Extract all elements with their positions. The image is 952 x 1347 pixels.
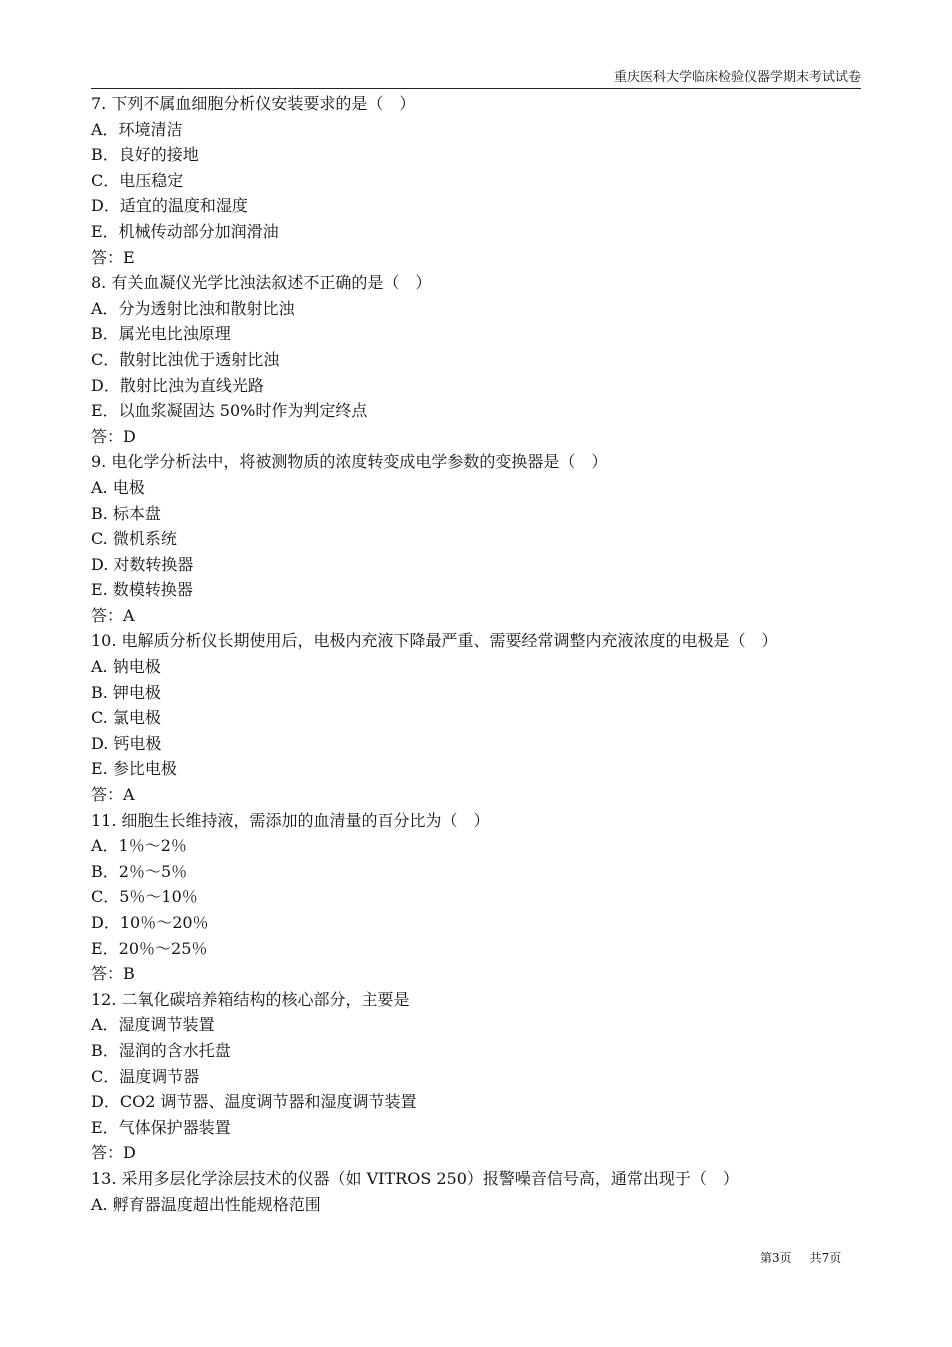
option: B．良好的接地: [91, 145, 199, 165]
option: C．散射比浊优于透射比浊: [91, 349, 280, 369]
option: C. 微机系统: [91, 529, 177, 549]
option: E．气体保护器装置: [91, 1117, 231, 1137]
page-total: 共7页: [809, 1251, 842, 1265]
question-stem: 13. 采用多层化学涂层技术的仪器（如 VITROS 250）报警噪音信号高，通常出现于（ ）: [91, 1168, 739, 1188]
option: B．湿润的含水托盘: [91, 1040, 231, 1060]
question-stem: 7. 下列不属血细胞分析仪安装要求的是（ ）: [91, 94, 416, 113]
option: B. 钾电极: [91, 682, 161, 702]
option: E. 数模转换器: [91, 580, 193, 600]
option: D．CO2 调节器、温度调节器和湿度调节装置: [91, 1092, 417, 1112]
option: A. 电极: [91, 477, 145, 497]
option: C．温度调节器: [91, 1066, 200, 1086]
option: C．电压稳定: [91, 170, 184, 190]
page-number: 第3页: [760, 1251, 792, 1265]
answer: 答：A: [91, 785, 135, 805]
option: C. 氯电极: [91, 708, 161, 728]
page-footer: [760, 1251, 859, 1265]
option: A．1％～2％: [91, 836, 187, 856]
page-header: [91, 70, 861, 89]
answer: 答：D: [91, 1143, 136, 1163]
option: D. 钙电极: [91, 733, 162, 753]
question-stem: 12. 二氧化碳培养箱结构的核心部分，主要是: [91, 989, 410, 1009]
option: A. 钠电极: [91, 657, 161, 677]
option: A．环境清洁: [91, 119, 183, 139]
option: E．机械传动部分加润滑油: [91, 221, 279, 241]
option: E. 参比电极: [91, 759, 177, 779]
answer: 答：D: [91, 426, 136, 446]
option: A. 孵育器温度超出性能规格范围: [91, 1194, 321, 1214]
question-stem: 11. 细胞生长维持液，需添加的血清量的百分比为（ ）: [91, 810, 490, 830]
option: A．湿度调节装置: [91, 1015, 215, 1035]
question-stem: 10. 电解质分析仪长期使用后，电极内充液下降最严重、需要经常调整内充液浓度的电极是（ ）: [91, 631, 778, 651]
answer: 答：B: [91, 964, 135, 984]
option: D. 对数转换器: [91, 554, 194, 574]
option: B. 标本盘: [91, 503, 161, 523]
header-title: 重庆医科大学临床检验仪器学期末考试试卷: [613, 70, 861, 85]
question-stem: 8. 有关血凝仪光学比浊法叙述不正确的是（ ）: [91, 273, 432, 293]
question-stem: 9. 电化学分析法中，将被测物质的浓度转变成电学参数的变换器是（ ）: [91, 452, 608, 472]
option: E．以血浆凝固达 50%时作为判定终点: [91, 401, 368, 421]
option: D．散射比浊为直线光路: [91, 375, 264, 395]
option: A．分为透射比浊和散射比浊: [91, 298, 295, 318]
question-list: [91, 91, 863, 1217]
option: B．属光电比浊原理: [91, 324, 231, 344]
option: D．适宜的温度和湿度: [91, 196, 248, 216]
option: C．5％～10％: [91, 887, 198, 907]
option: D．10％～20％: [91, 913, 209, 932]
answer: 答：A: [91, 605, 135, 625]
option: E．20％～25％: [91, 938, 208, 958]
answer: 答：E: [91, 247, 135, 267]
option: B．2％～5％: [91, 861, 188, 881]
